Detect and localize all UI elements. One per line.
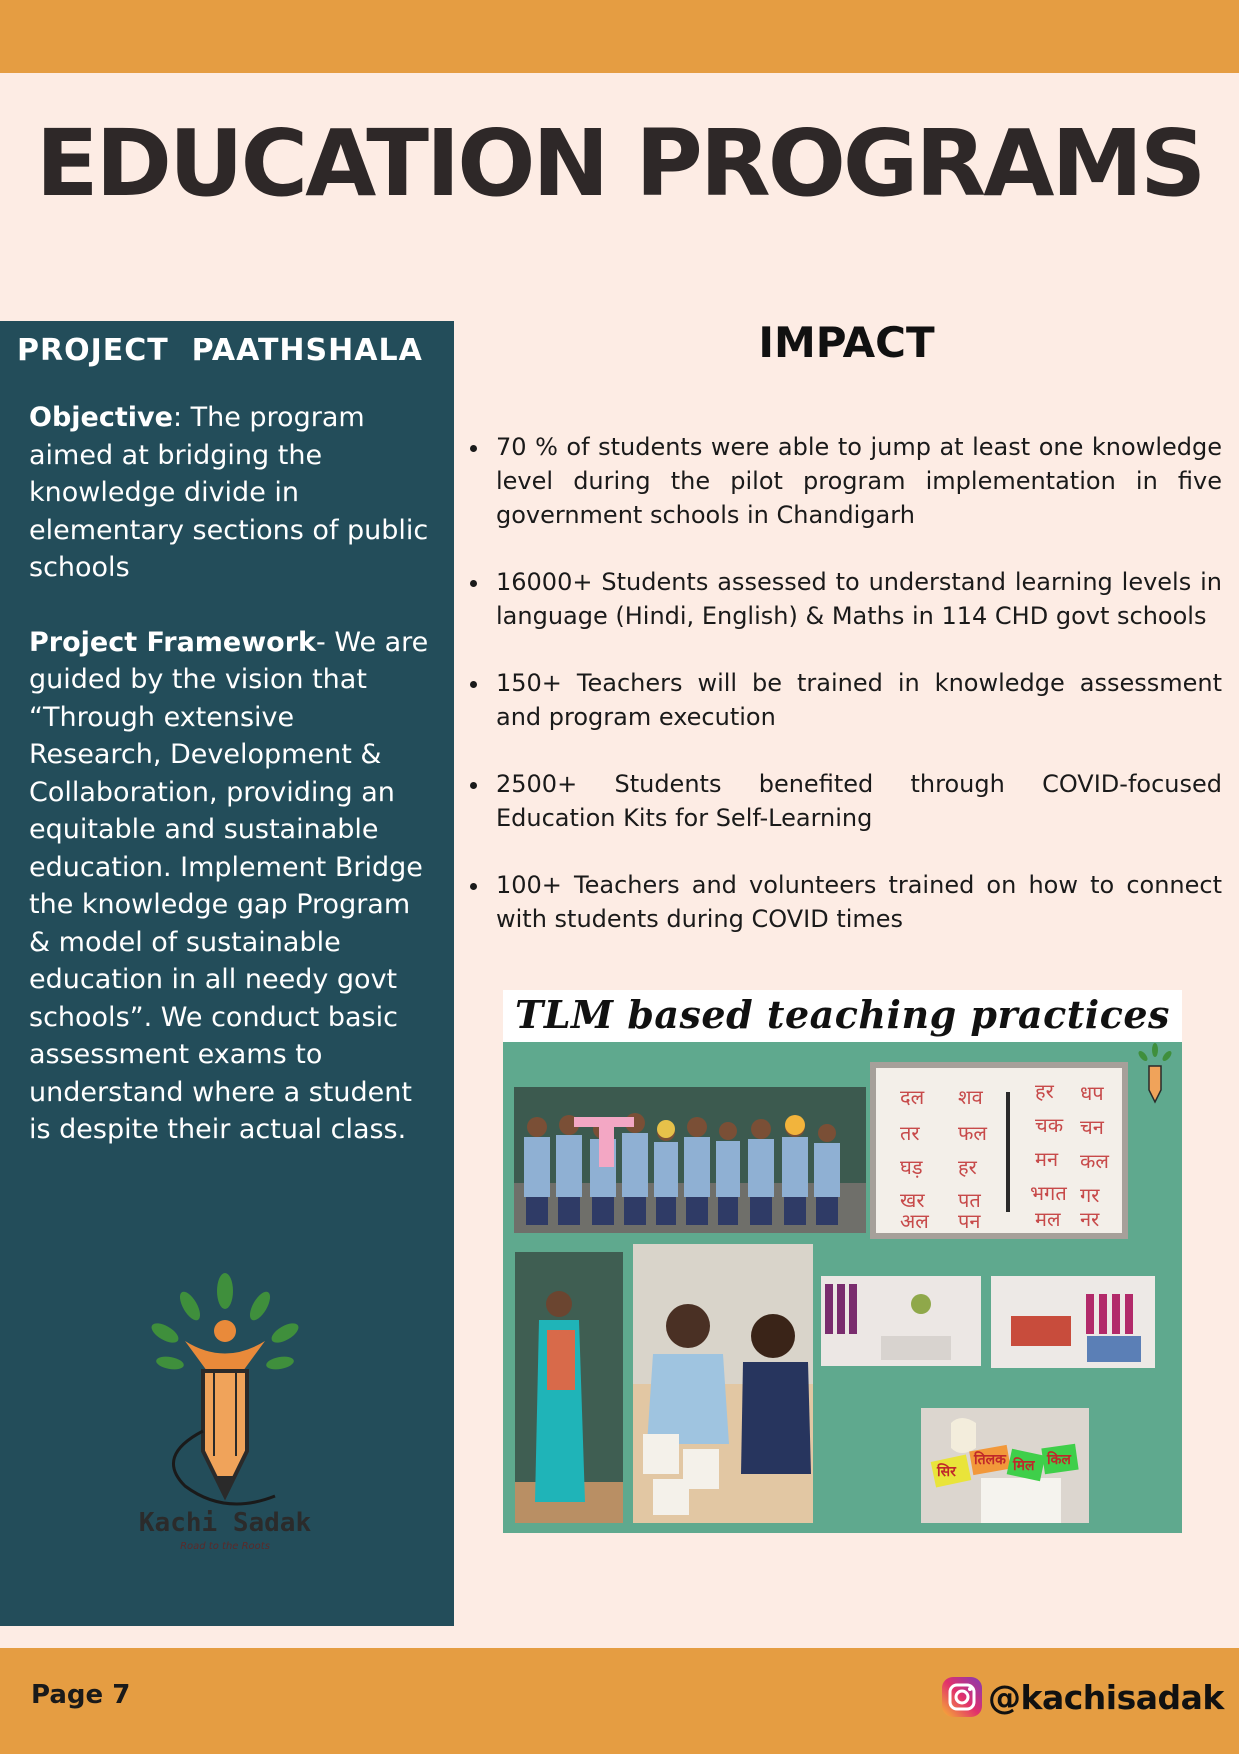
teacher-photo [515,1252,623,1523]
tlm-collage [503,990,1182,1533]
page-title: EDUCATION PROGRAMS [35,110,1204,217]
impact-item: 2500+ Students benefited through COVID-focused Education Kits for Self-Learning [466,767,1222,835]
instagram-handle[interactable] [941,1676,1224,1718]
chart-word: मल [1035,1207,1061,1231]
chart-word: दल [900,1085,925,1109]
impact-item: 100+ Teachers and volunteers trained on how to connect with students during COVID times [466,868,1222,936]
flag-word: तिलक [974,1452,1006,1468]
classroom-students-photo [514,1087,866,1233]
chart-word: हर [958,1155,977,1179]
impact-item: 16000+ Students assessed to understand learning levels in language (Hindi, English) & Maths in 114 CHD govt schools [466,565,1222,633]
chart-word: पन [958,1209,981,1233]
chart-word: हर [1035,1079,1054,1103]
impact-item: 70 % of students were able to jump at least one knowledge level during the pilot program implementation in five government schools in Chandigarh [466,430,1222,532]
kachi-sadak-logo [125,1271,325,1571]
collage-title: TLM based teaching practices [515,992,1170,1037]
chart-word: तर [900,1121,920,1145]
logo-tagline: Road to the Roots [180,1541,270,1552]
framework-label: Project Framework [29,626,316,658]
objective-paragraph [29,399,429,587]
chart-word: नर [1080,1207,1100,1231]
framework-text: - We are guided by the vision that “Through extensive Research, Development & Collaboration, providing an equitable and sustainable education. Implement Bridge the knowledge gap Program & model of sustainable education in all needy govt schools”. We conduct basic assessment exams to understand where a student is despite their actual class. [29,626,429,1145]
chart-word: धप [1080,1081,1104,1105]
hindi-word-chart-photo [870,1062,1128,1239]
flag-word: किल [1047,1452,1071,1468]
project-paathshala-panel [0,321,454,1626]
chart-word: फल [958,1121,987,1145]
word-flags-photo [921,1408,1089,1523]
framework-paragraph [29,624,429,1149]
top-band [0,0,1239,73]
page-number: Page 7 [31,1680,131,1710]
students-table-photo [633,1244,813,1523]
chart-word: भगत [1030,1181,1067,1205]
impact-heading: IMPACT [758,318,935,367]
objective-label: Objective [29,402,173,433]
flag-word: मिल [1013,1458,1035,1474]
collage-logo-icon [1133,1042,1177,1112]
impact-item: 150+ Teachers will be trained in knowledge assessment and program execution [466,666,1222,734]
impact-list [466,430,1222,969]
tlm-kit-photo-2 [991,1276,1155,1368]
chart-word: शव [958,1085,983,1109]
chart-word: चक [1035,1113,1064,1137]
instagram-handle-text: @kachisadak [988,1677,1224,1717]
logo-name: Kachi Sadak [138,1508,312,1538]
chart-word: चन [1080,1115,1104,1139]
chart-word: कल [1080,1149,1109,1173]
chart-word: अल [900,1209,929,1233]
chart-word: घड़ [900,1155,923,1179]
flag-word: सिर [937,1464,956,1480]
chart-word: गर [1080,1183,1100,1207]
chart-word: मन [1035,1147,1059,1171]
chart-word: पत [958,1188,981,1212]
instagram-icon [941,1676,983,1718]
tlm-kit-photo-1 [821,1276,981,1366]
panel-heading: PROJECT PAATHSHALA [17,333,423,368]
chart-word: खर [900,1188,925,1212]
panel-body [29,399,429,1186]
objective-text: : The program aimed at bridging the knowledge divide in elementary sections of public schools [29,402,429,583]
